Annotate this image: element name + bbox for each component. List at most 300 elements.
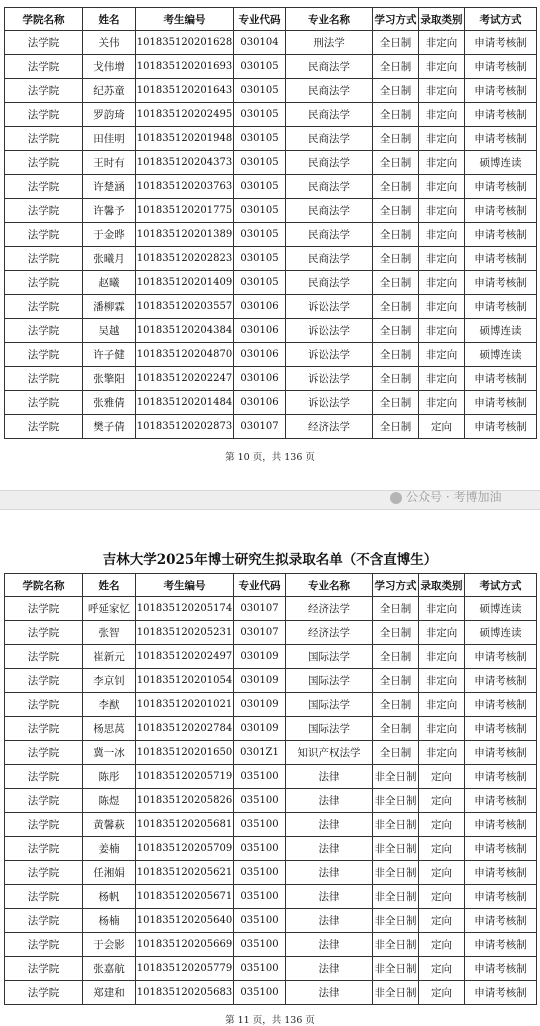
column-header: 考生编号 — [136, 574, 234, 597]
table-cell: 101835120202495 — [136, 103, 234, 127]
table-cell: 纪苏童 — [83, 79, 136, 103]
table-cell: 申请考核制 — [465, 981, 537, 1005]
table-cell: 法学院 — [5, 151, 83, 175]
table-cell: 法学院 — [5, 981, 83, 1005]
table-cell: 035100 — [234, 981, 286, 1005]
table-cell: 101835120205621 — [136, 861, 234, 885]
table-cell: 郑建和 — [83, 981, 136, 1005]
table-cell: 非全日制 — [373, 861, 419, 885]
table-cell: 法学院 — [5, 621, 83, 645]
table-cell: 101835120202784 — [136, 717, 234, 741]
table-cell: 申请考核制 — [465, 693, 537, 717]
table-cell: 民商法学 — [286, 55, 373, 79]
table-cell: 101835120201948 — [136, 127, 234, 151]
table-cell: 030107 — [234, 621, 286, 645]
table-cell: 诉讼法学 — [286, 343, 373, 367]
table-cell: 法学院 — [5, 765, 83, 789]
table-cell: 非定向 — [419, 31, 465, 55]
table-cell: 非定向 — [419, 669, 465, 693]
table-cell: 申请考核制 — [465, 271, 537, 295]
table-cell: 民商法学 — [286, 151, 373, 175]
table-cell: 全日制 — [373, 645, 419, 669]
table-cell: 申请考核制 — [465, 933, 537, 957]
table-cell: 非定向 — [419, 741, 465, 765]
table-cell: 法律 — [286, 837, 373, 861]
column-header: 学习方式 — [373, 8, 419, 31]
table-cell: 经济法学 — [286, 415, 373, 439]
table-cell: 黄馨萩 — [83, 813, 136, 837]
table-cell: 101835120202247 — [136, 367, 234, 391]
table-row — [5, 127, 537, 151]
table-row — [5, 669, 537, 693]
table-cell: 法学院 — [5, 789, 83, 813]
table-cell: 申请考核制 — [465, 103, 537, 127]
table-cell: 法律 — [286, 981, 373, 1005]
table-cell: 于金晔 — [83, 223, 136, 247]
table-cell: 非定向 — [419, 55, 465, 79]
table-cell: 030105 — [234, 55, 286, 79]
table-row — [5, 103, 537, 127]
table-cell: 杨思莴 — [83, 717, 136, 741]
table-cell: 杨楠 — [83, 909, 136, 933]
table-cell: 030109 — [234, 717, 286, 741]
table-cell: 非定向 — [419, 645, 465, 669]
table-cell: 0301Z1 — [234, 741, 286, 765]
table-cell: 定向 — [419, 885, 465, 909]
page-footer: 第 10 页，共 136 页 — [225, 452, 315, 463]
table-cell: 全日制 — [373, 319, 419, 343]
table-cell: 全日制 — [373, 175, 419, 199]
table-cell: 101835120204384 — [136, 319, 234, 343]
table-row — [5, 957, 537, 981]
table-cell: 全日制 — [373, 415, 419, 439]
table-cell: 法学院 — [5, 199, 83, 223]
table-row — [5, 151, 537, 175]
table-cell: 035100 — [234, 765, 286, 789]
table-cell: 法学院 — [5, 391, 83, 415]
table-row — [5, 813, 537, 837]
table-row — [5, 415, 537, 439]
table-cell: 申请考核制 — [465, 909, 537, 933]
table-cell: 法学院 — [5, 343, 83, 367]
table-cell: 030104 — [234, 31, 286, 55]
table-cell: 任湘娟 — [83, 861, 136, 885]
table-row — [5, 367, 537, 391]
table-cell: 法学院 — [5, 861, 83, 885]
table-cell: 法学院 — [5, 223, 83, 247]
table-cell: 035100 — [234, 933, 286, 957]
table-row — [5, 271, 537, 295]
table-cell: 101835120205709 — [136, 837, 234, 861]
table-row — [5, 79, 537, 103]
table-cell: 非全日制 — [373, 909, 419, 933]
table-cell: 101835120204373 — [136, 151, 234, 175]
table-cell: 法学院 — [5, 103, 83, 127]
table-cell: 101835120201650 — [136, 741, 234, 765]
admission-table-page-11 — [4, 573, 537, 1005]
watermark-text: 公众号 · 考博加油 — [406, 490, 502, 504]
table-cell: 全日制 — [373, 693, 419, 717]
table-cell: 法学院 — [5, 837, 83, 861]
table-cell: 申请考核制 — [465, 175, 537, 199]
table-cell: 非定向 — [419, 151, 465, 175]
table-cell: 法学院 — [5, 717, 83, 741]
table-cell: 法学院 — [5, 645, 83, 669]
table-cell: 101835120201628 — [136, 31, 234, 55]
table-cell: 非定向 — [419, 367, 465, 391]
table-cell: 全日制 — [373, 55, 419, 79]
table-cell: 030107 — [234, 597, 286, 621]
table-cell: 非定向 — [419, 247, 465, 271]
table-cell: 035100 — [234, 789, 286, 813]
table-cell: 定向 — [419, 813, 465, 837]
table-cell: 法律 — [286, 885, 373, 909]
table-cell: 非全日制 — [373, 813, 419, 837]
column-header: 录取类别 — [419, 574, 465, 597]
table-cell: 101835120201693 — [136, 55, 234, 79]
table-row — [5, 621, 537, 645]
table-row — [5, 909, 537, 933]
table-cell: 张智 — [83, 621, 136, 645]
table-cell: 申请考核制 — [465, 31, 537, 55]
table-cell: 法律 — [286, 765, 373, 789]
table-cell: 定向 — [419, 981, 465, 1005]
table-cell: 非定向 — [419, 271, 465, 295]
table-cell: 法律 — [286, 813, 373, 837]
table-cell: 法学院 — [5, 933, 83, 957]
table-cell: 法学院 — [5, 271, 83, 295]
table-cell: 101835120202497 — [136, 645, 234, 669]
table-cell: 全日制 — [373, 271, 419, 295]
table-row — [5, 645, 537, 669]
table-cell: 申请考核制 — [465, 741, 537, 765]
table-cell: 定向 — [419, 415, 465, 439]
table-cell: 关伟 — [83, 31, 136, 55]
table-cell: 国际法学 — [286, 645, 373, 669]
table-cell: 诉讼法学 — [286, 295, 373, 319]
table-cell: 申请考核制 — [465, 55, 537, 79]
table-cell: 呼延家忆 — [83, 597, 136, 621]
table-cell: 硕博连读 — [465, 597, 537, 621]
table-cell: 吴越 — [83, 319, 136, 343]
table-cell: 101835120205683 — [136, 981, 234, 1005]
table-cell: 035100 — [234, 837, 286, 861]
table-cell: 全日制 — [373, 741, 419, 765]
table-row — [5, 175, 537, 199]
table-cell: 全日制 — [373, 669, 419, 693]
table-cell: 王时有 — [83, 151, 136, 175]
table-cell: 101835120201054 — [136, 669, 234, 693]
table-cell: 经济法学 — [286, 597, 373, 621]
column-header: 学院名称 — [5, 8, 83, 31]
table-cell: 101835120201389 — [136, 223, 234, 247]
table-cell: 法学院 — [5, 693, 83, 717]
table-cell: 法学院 — [5, 957, 83, 981]
table-cell: 法学院 — [5, 79, 83, 103]
table-cell: 法律 — [286, 861, 373, 885]
table-cell: 知识产权法学 — [286, 741, 373, 765]
table-cell: 非定向 — [419, 717, 465, 741]
table-cell: 法学院 — [5, 597, 83, 621]
table-cell: 法学院 — [5, 885, 83, 909]
table-cell: 张雅倩 — [83, 391, 136, 415]
table-row — [5, 741, 537, 765]
table-cell: 冀一冰 — [83, 741, 136, 765]
table-cell: 法律 — [286, 789, 373, 813]
table-row — [5, 933, 537, 957]
table-cell: 法学院 — [5, 669, 83, 693]
table-cell: 非定向 — [419, 199, 465, 223]
table-cell: 定向 — [419, 957, 465, 981]
table-cell: 经济法学 — [286, 621, 373, 645]
table-cell: 030109 — [234, 669, 286, 693]
table-cell: 申请考核制 — [465, 247, 537, 271]
table-cell: 030106 — [234, 391, 286, 415]
table-cell: 030106 — [234, 319, 286, 343]
table-cell: 非定向 — [419, 295, 465, 319]
table-row — [5, 597, 537, 621]
column-header: 专业名称 — [286, 574, 373, 597]
table-cell: 申请考核制 — [465, 199, 537, 223]
table-row — [5, 981, 537, 1005]
table-cell: 全日制 — [373, 31, 419, 55]
table-cell: 035100 — [234, 909, 286, 933]
table-cell: 全日制 — [373, 343, 419, 367]
table-cell: 非定向 — [419, 127, 465, 151]
column-header: 考试方式 — [465, 8, 537, 31]
table-cell: 035100 — [234, 885, 286, 909]
table-cell: 许馨予 — [83, 199, 136, 223]
table-cell: 申请考核制 — [465, 295, 537, 319]
table-row — [5, 693, 537, 717]
column-header: 专业代码 — [234, 8, 286, 31]
table-cell: 法学院 — [5, 127, 83, 151]
table-cell: 101835120205231 — [136, 621, 234, 645]
table-cell: 许楚涵 — [83, 175, 136, 199]
column-header: 录取类别 — [419, 8, 465, 31]
table-row — [5, 391, 537, 415]
table-cell: 于会影 — [83, 933, 136, 957]
table-row — [5, 247, 537, 271]
table-cell: 民商法学 — [286, 223, 373, 247]
table-cell: 申请考核制 — [465, 789, 537, 813]
table-cell: 法律 — [286, 909, 373, 933]
table-cell: 全日制 — [373, 621, 419, 645]
table-cell: 非全日制 — [373, 837, 419, 861]
table-cell: 030105 — [234, 223, 286, 247]
table-cell: 101835120205640 — [136, 909, 234, 933]
table-cell: 非定向 — [419, 391, 465, 415]
table-cell: 张擎阳 — [83, 367, 136, 391]
table-cell: 赵曦 — [83, 271, 136, 295]
table-cell: 全日制 — [373, 103, 419, 127]
table-cell: 全日制 — [373, 151, 419, 175]
table-cell: 戈伟增 — [83, 55, 136, 79]
table-row — [5, 717, 537, 741]
table-cell: 民商法学 — [286, 175, 373, 199]
table-cell: 定向 — [419, 765, 465, 789]
table-cell: 国际法学 — [286, 693, 373, 717]
table-cell: 101835120201021 — [136, 693, 234, 717]
table-cell: 申请考核制 — [465, 717, 537, 741]
table-cell: 申请考核制 — [465, 415, 537, 439]
table-cell: 法律 — [286, 957, 373, 981]
table-cell: 035100 — [234, 957, 286, 981]
table-cell: 许子健 — [83, 343, 136, 367]
column-header: 学院名称 — [5, 574, 83, 597]
table-cell: 101835120201484 — [136, 391, 234, 415]
table-cell: 樊子倩 — [83, 415, 136, 439]
column-header: 考生编号 — [136, 8, 234, 31]
table-cell: 非全日制 — [373, 957, 419, 981]
table-cell: 法律 — [286, 933, 373, 957]
table-cell: 定向 — [419, 789, 465, 813]
table-cell: 101835120204870 — [136, 343, 234, 367]
table-cell: 法学院 — [5, 247, 83, 271]
table-row — [5, 31, 537, 55]
table-cell: 民商法学 — [286, 103, 373, 127]
table-cell: 101835120203557 — [136, 295, 234, 319]
table-cell: 诉讼法学 — [286, 391, 373, 415]
table-cell: 申请考核制 — [465, 669, 537, 693]
table-cell: 101835120205826 — [136, 789, 234, 813]
table-cell: 申请考核制 — [465, 813, 537, 837]
table-cell: 法学院 — [5, 415, 83, 439]
table-cell: 硕博连读 — [465, 319, 537, 343]
table-cell: 申请考核制 — [465, 957, 537, 981]
table-cell: 田佳明 — [83, 127, 136, 151]
document-title: 吉林大学2025年博士研究生拟录取名单（不含直博生） — [102, 552, 438, 568]
table-row — [5, 789, 537, 813]
table-cell: 非定向 — [419, 621, 465, 645]
table-cell: 030105 — [234, 151, 286, 175]
table-cell: 申请考核制 — [465, 79, 537, 103]
table-cell: 101835120203763 — [136, 175, 234, 199]
table-cell: 法学院 — [5, 295, 83, 319]
table-row — [5, 223, 537, 247]
table-cell: 全日制 — [373, 597, 419, 621]
table-cell: 法学院 — [5, 909, 83, 933]
table-row — [5, 885, 537, 909]
table-cell: 101835120205681 — [136, 813, 234, 837]
table-cell: 全日制 — [373, 223, 419, 247]
table-cell: 国际法学 — [286, 669, 373, 693]
table-cell: 非定向 — [419, 319, 465, 343]
table-cell: 101835120205779 — [136, 957, 234, 981]
table-cell: 民商法学 — [286, 247, 373, 271]
table-cell: 101835120202823 — [136, 247, 234, 271]
table-row — [5, 319, 537, 343]
table-cell: 101835120205671 — [136, 885, 234, 909]
table-cell: 035100 — [234, 813, 286, 837]
table-cell: 全日制 — [373, 367, 419, 391]
table-cell: 陈煜 — [83, 789, 136, 813]
admission-table-page-10 — [4, 7, 537, 439]
pdf-page-10 — [0, 0, 540, 490]
table-cell: 潘柳霖 — [83, 295, 136, 319]
table-cell: 法学院 — [5, 319, 83, 343]
table-cell: 030105 — [234, 79, 286, 103]
table-cell: 101835120201643 — [136, 79, 234, 103]
table-row — [5, 343, 537, 367]
table-cell: 张嘉航 — [83, 957, 136, 981]
table-cell: 定向 — [419, 933, 465, 957]
page-footer: 第 11 页，共 136 页 — [225, 1015, 315, 1026]
table-row — [5, 199, 537, 223]
table-cell: 罗韵琦 — [83, 103, 136, 127]
table-cell: 030105 — [234, 199, 286, 223]
table-cell: 法学院 — [5, 813, 83, 837]
table-cell: 030106 — [234, 367, 286, 391]
table-cell: 101835120202873 — [136, 415, 234, 439]
table-cell: 法学院 — [5, 367, 83, 391]
table-cell: 非定向 — [419, 223, 465, 247]
table-cell: 申请考核制 — [465, 391, 537, 415]
table-cell: 民商法学 — [286, 199, 373, 223]
table-cell: 非全日制 — [373, 885, 419, 909]
table-cell: 民商法学 — [286, 271, 373, 295]
table-header-row — [5, 574, 537, 597]
table-cell: 姜楠 — [83, 837, 136, 861]
pdf-page-11 — [0, 510, 540, 1026]
column-header: 姓名 — [83, 574, 136, 597]
table-cell: 法学院 — [5, 741, 83, 765]
table-cell: 硕博连读 — [465, 343, 537, 367]
table-cell: 030105 — [234, 271, 286, 295]
table-row — [5, 55, 537, 79]
table-header-row — [5, 8, 537, 31]
column-header: 考试方式 — [465, 574, 537, 597]
table-cell: 030105 — [234, 103, 286, 127]
table-cell: 非定向 — [419, 79, 465, 103]
wechat-icon — [390, 492, 402, 504]
table-cell: 法学院 — [5, 175, 83, 199]
table-cell: 030105 — [234, 175, 286, 199]
table-cell: 民商法学 — [286, 79, 373, 103]
table-cell: 刑法学 — [286, 31, 373, 55]
table-cell: 非全日制 — [373, 789, 419, 813]
table-cell: 030106 — [234, 343, 286, 367]
table-cell: 全日制 — [373, 717, 419, 741]
table-cell: 法学院 — [5, 31, 83, 55]
watermark — [390, 488, 501, 505]
table-cell: 非全日制 — [373, 981, 419, 1005]
table-cell: 030106 — [234, 295, 286, 319]
table-cell: 非定向 — [419, 175, 465, 199]
table-cell: 030107 — [234, 415, 286, 439]
table-cell: 非定向 — [419, 693, 465, 717]
table-row — [5, 295, 537, 319]
column-header: 姓名 — [83, 8, 136, 31]
table-cell: 诉讼法学 — [286, 319, 373, 343]
table-cell: 李京钊 — [83, 669, 136, 693]
table-cell: 非定向 — [419, 343, 465, 367]
table-row — [5, 861, 537, 885]
table-cell: 全日制 — [373, 127, 419, 151]
table-cell: 非定向 — [419, 597, 465, 621]
table-cell: 定向 — [419, 909, 465, 933]
table-cell: 101835120205174 — [136, 597, 234, 621]
table-cell: 张曦月 — [83, 247, 136, 271]
table-cell: 申请考核制 — [465, 367, 537, 391]
table-cell: 全日制 — [373, 247, 419, 271]
table-cell: 诉讼法学 — [286, 367, 373, 391]
column-header: 专业名称 — [286, 8, 373, 31]
table-cell: 030105 — [234, 127, 286, 151]
table-cell: 民商法学 — [286, 127, 373, 151]
table-cell: 全日制 — [373, 391, 419, 415]
column-header: 专业代码 — [234, 574, 286, 597]
